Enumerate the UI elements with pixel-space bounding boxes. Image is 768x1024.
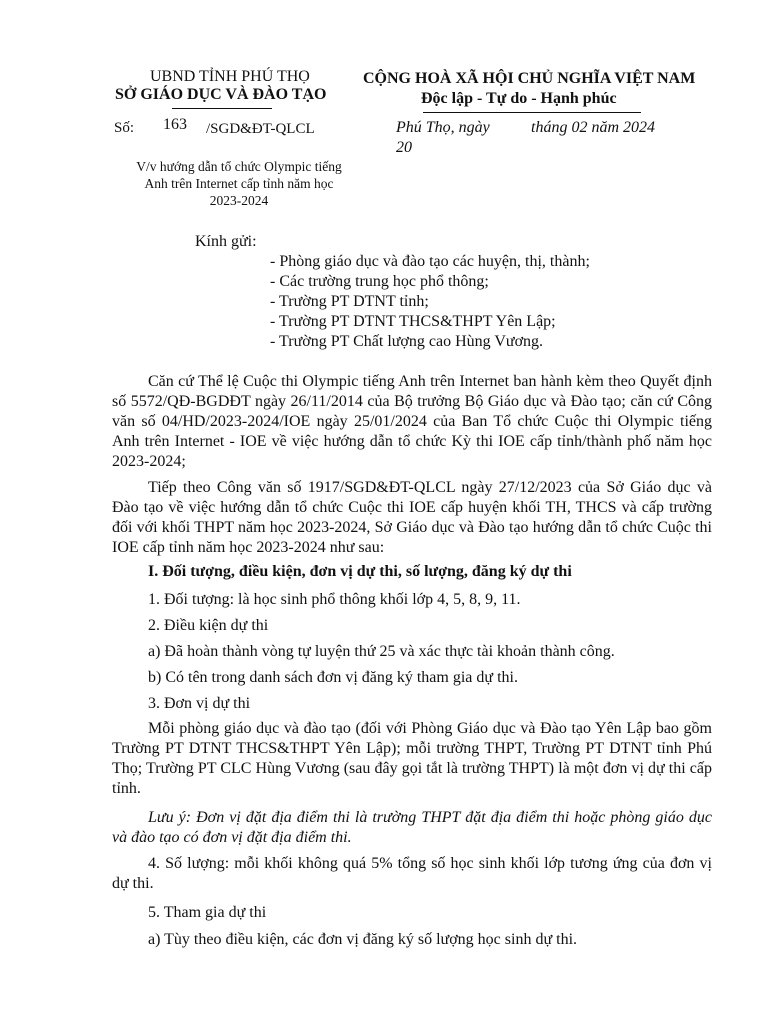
item-4-quantity: 4. Số lượng: mỗi khối không quá 5% tổng số học sinh khối lớp tương ứng của đơn vị dự thi.: [112, 855, 712, 892]
date-day: 20: [396, 139, 412, 156]
recipient-item: - Phòng giáo dục và đào tạo các huyện, thị, thành;: [270, 253, 590, 270]
recipient-item: - Các trường trung học phổ thông;: [270, 273, 489, 290]
item-2b: b) Có tên trong danh sách đơn vị đăng ký tham gia dự thi.: [148, 669, 518, 686]
paragraph-follow-up: Tiếp theo Công văn số 1917/SGD&ĐT-QLCL ngày 27/12/2023 của Sở Giáo dục và Đào tạo về việc hướng dẫn tổ chức Cuộc thi IOE cấp huyện khối TH, THCS và cấp trường đối với khối THPT năm học 2023-2024, Sở Giáo dục và Đào tạo hướng dẫn tổ chức Cuộc thi IOE cấp tỉnh năm học 2023-2024 như sau:: [112, 479, 712, 556]
recipient-item: - Trường PT Chất lượng cao Hùng Vương.: [270, 333, 544, 350]
recipients-label: Kính gửi:: [195, 233, 257, 250]
item-3-units: 3. Đơn vị dự thi: [148, 695, 251, 712]
item-2a: a) Đã hoàn thành vòng tự luyện thứ 25 và xác thực tài khoản thành công.: [148, 643, 615, 660]
recipient-item: - Trường PT DTNT THCS&THPT Yên Lập;: [270, 313, 556, 330]
doc-subject: V/v hướng dẫn tổ chức Olympic tiếng Anh trên Internet cấp tỉnh năm học 2023-2024: [136, 159, 342, 208]
date-place: Phú Thọ, ngày: [396, 119, 490, 136]
item-3-text: Mỗi phòng giáo dục và đào tạo (đối với Phòng Giáo dục và Đào tạo Yên Lập bao gồm Trường PT DTNT THCS&THPT Yên Lập); mỗi trường THPT, Trường PT DTNT tỉnh Phú Thọ; Trường PT CLC Hùng Vương (sau đây gọi tắt là trường THPT) là một đơn vị dự thi cấp tỉnh.: [112, 720, 712, 797]
item-5-participation: 5. Tham gia dự thi: [148, 904, 267, 921]
national-title: CỘNG HOÀ XÃ HỘI CHỦ NGHĨA VIỆT NAM: [363, 70, 696, 87]
item-1-target: 1. Đối tượng: là học sinh phổ thông khối lớp 4, 5, 8, 9, 11.: [148, 591, 521, 608]
national-motto: Độc lập - Tự do - Hạnh phúc: [421, 90, 617, 107]
motto-underline: [423, 112, 641, 113]
note-paragraph: Lưu ý: Đơn vị đặt địa điểm thi là trường THPT đặt địa điểm thi hoặc phòng giáo dục và đào tạo có đơn vị đặt địa điểm thi.: [112, 809, 712, 846]
item-5a: a) Tùy theo điều kiện, các đơn vị đăng ký số lượng học sinh dự thi.: [148, 931, 578, 948]
org-underline: [172, 108, 272, 109]
doc-number-label: Số:: [114, 120, 135, 136]
item-2-conditions: 2. Điều kiện dự thi: [148, 617, 269, 634]
section-heading-1: I. Đối tượng, điều kiện, đơn vị dự thi, số lượng, đăng ký dự thi: [148, 563, 572, 580]
recipient-item: - Trường PT DTNT tỉnh;: [270, 293, 429, 310]
org-name-department: SỞ GIÁO DỤC VÀ ĐÀO TẠO: [115, 86, 327, 103]
date-month-year: tháng 02 năm 2024: [531, 119, 655, 136]
doc-number-value: 163: [163, 116, 187, 133]
doc-number-code: /SGD&ĐT-QLCL: [206, 121, 315, 137]
org-name-province: UBND TỈNH PHÚ THỌ: [150, 68, 310, 85]
paragraph-legal-basis: Căn cứ Thể lệ Cuộc thi Olympic tiếng Anh trên Internet ban hành kèm theo Quyết định số 5572/QĐ-BGDĐT ngày 26/11/2014 của Bộ trưởng Bộ Giáo dục và Đào tạo; căn cứ Công văn số 04/HD/2023-2024/IOE ngày 25/01/2024 của Ban Tổ chức Cuộc thi Olympic tiếng Anh trên Internet - IOE về việc hướng dẫn tổ chức Kỳ thi IOE cấp tỉnh/thành phố năm học 2023-2024;: [112, 373, 712, 470]
